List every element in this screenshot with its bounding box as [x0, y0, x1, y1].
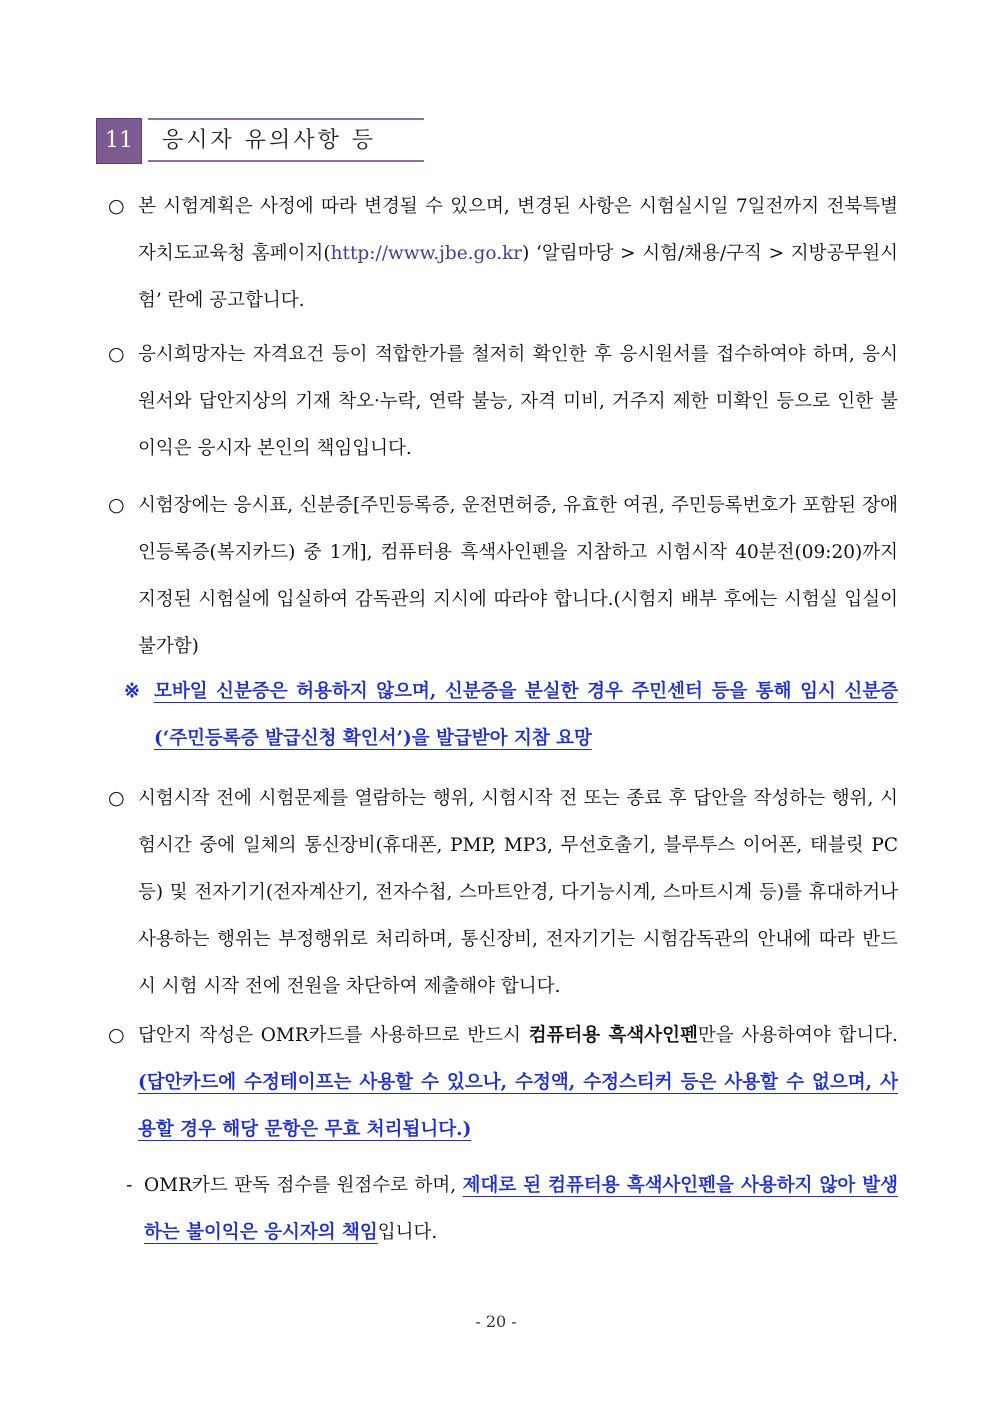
bullet-dash: -	[126, 1174, 133, 1196]
responsibility-note: 제대로 된 컴퓨터용 흑색사인펜을 사용하지 않아 발생하는 불이익은 응시자의 책임	[144, 1175, 898, 1243]
bullet-circle: ○	[108, 494, 125, 516]
bullet-circle: ○	[108, 1024, 125, 1046]
section-number: 11	[96, 118, 142, 164]
paragraph-eligibility: 응시희망자는 자격요건 등이 적합한가를 철저히 확인한 후 응시원서를 접수하여야 하며, 응시원서와 답안지상의 기재 착오·누락, 연락 불능, 자격 미비, 거주지 제한 미확인 등으로 인한 불이익은 응시자 본인의 책임입니다.	[138, 344, 898, 459]
section-title: 응시자 유의사항 등	[148, 118, 424, 162]
paragraph-omr-scoring: OMR카드 판독 점수를 원점수로 하며, 제대로 된 컴퓨터용 흑색사인펜을 사용하지 않아 발생하는 불이익은 응시자의 책임입니다.	[144, 1175, 898, 1243]
paragraph-omr-card: 답안지 작성은 OMR카드를 사용하므로 반드시 컴퓨터용 흑색사인펜만을 사용하여야 합니다.(답안카드에 수정테이프는 사용할 수 있으나, 수정액, 수정스티커 등은 사용할 수 없으며, 사용할 경우 해당 문항은 무효 처리됩니다.)	[138, 1025, 898, 1140]
paragraph-misconduct: 시험시작 전에 시험문제를 열람하는 행위, 시험시작 전 또는 종료 후 답안을 작성하는 행위, 시험시간 중에 일체의 통신장비(휴대폰, PMP, MP3, 무선호출기, 블루투스 이어폰, 태블릿 PC 등) 및 전자기기(전자계산기, 전자수첩, 스마트안경, 다기능시계, 스마트시계 등)를 휴대하거나 사용하는 행위는 부정행위로 처리하며, 통신장비, 전자기기는 시험감독관의 안내에 따라 반드시 시험 시작 전에 전원을 차단하여 제출해야 합니다.	[138, 788, 898, 997]
paragraph-schedule-change: 본 시험계획은 사정에 따라 변경될 수 있으며, 변경된 사항은 시험실시일 7일전까지 전북특별자치도교육청 홈페이지(http://www.jbe.go.kr) ‘알림마당 > 시험/채용/구직 > 지방공무원시험’ 란에 공고합니다.	[138, 196, 898, 311]
bullet-circle: ○	[108, 195, 125, 217]
note-mobile-id: 모바일 신분증은 허용하지 않으며, 신분증을 분실한 경우 주민센터 등을 통해 임시 신분증(‘주민등록증 발급신청 확인서’)을 발급받아 지참 요망	[154, 681, 898, 749]
note-mark: ※	[124, 680, 140, 702]
bullet-circle: ○	[108, 343, 125, 365]
correction-tape-note: (답안카드에 수정테이프는 사용할 수 있으나, 수정액, 수정스티커 등은 사용할 수 없으며, 사용할 경우 해당 문항은 무효 처리됩니다.)	[138, 1072, 898, 1140]
homepage-link[interactable]: http://www.jbe.go.kr	[330, 243, 523, 264]
section-header	[96, 118, 424, 164]
paragraph-exam-entry: 시험장에는 응시표, 신분증[주민등록증, 운전면허증, 유효한 여권, 주민등록번호가 포함된 장애인등록증(복지카드) 중 1개], 컴퓨터용 흑색사인펜을 지참하고 시험시작 40분전(09:20)까지 지정된 시험실에 입실하여 감독관의 지시에 따라야 합니다.(시험지 배부 후에는 시험실 입실이 불가함)	[138, 495, 898, 657]
page-number: - 20 -	[475, 1312, 517, 1331]
bullet-circle: ○	[108, 787, 125, 809]
